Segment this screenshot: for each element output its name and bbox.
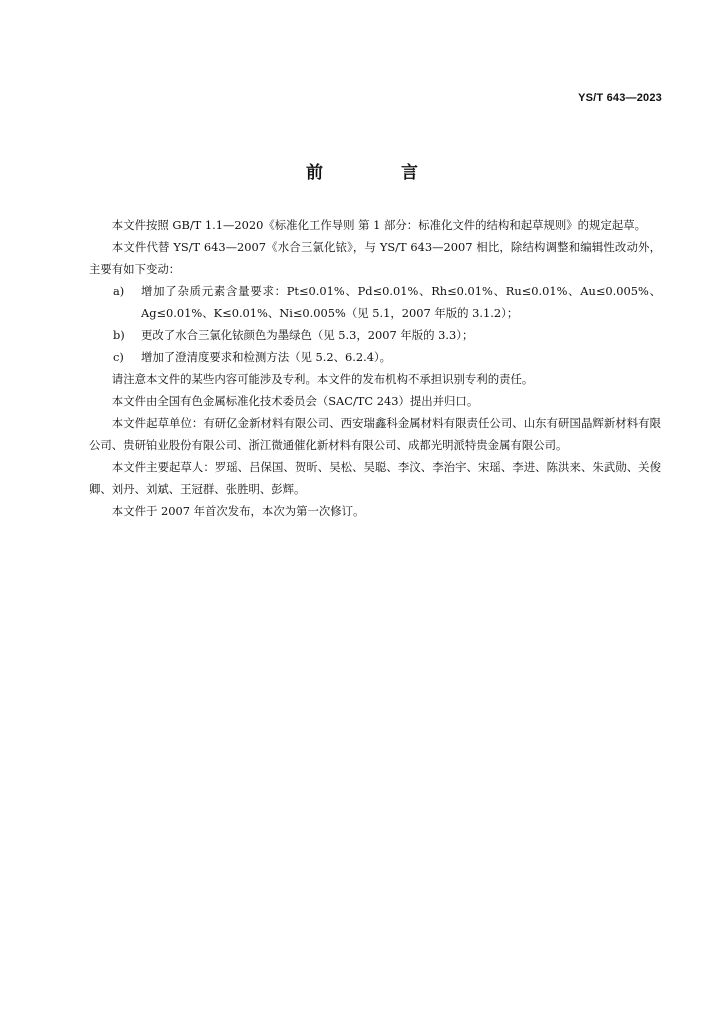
paragraph-patent-notice: 请注意本文件的某些内容可能涉及专利。本文件的发布机构不承担识别专利的责任。 <box>111 372 534 386</box>
document-code: YS/T 643—2023 <box>578 92 662 104</box>
paragraph-drafters: 本文件主要起草人：罗瑶、吕保国、贺昕、吴松、吴聪、李汶、李治宇、宋瑶、李进、陈洪来、朱武勋、关俊卿、刘丹、刘斌、王冠群、张胜明、彭辉。 <box>89 460 661 496</box>
paragraph-drafting-units: 本文件起草单位：有研亿金新材料有限公司、西安瑞鑫科金属材料有限责任公司、山东有研国晶辉新材料有限公司、贵研铂业股份有限公司、浙江微通催化新材料有限公司、成都光明派特贵金属有限公司。 <box>89 416 661 452</box>
list-item-text: 更改了水合三氯化铱颜色为墨绿色（见 5.3，2007 年版的 3.3）； <box>141 328 474 342</box>
list-item-text: 增加了澄清度要求和检测方法（见 5.2、6.2.4）。 <box>141 350 392 364</box>
paragraph-replaces: 本文件代替 YS/T 643—2007《水合三氯化铱》，与 YS/T 643—2007 相比，除结构调整和编辑性改动外，主要有如下变动： <box>89 240 661 276</box>
list-marker: c) <box>113 350 124 364</box>
page-title: 前 言 <box>306 163 454 183</box>
list-item-c <box>89 346 661 368</box>
paragraph-proposer: 本文件由全国有色金属标准化技术委员会（SAC/TC 243）提出并归口。 <box>111 394 479 408</box>
list-item-b <box>89 324 661 346</box>
list-item-a <box>89 280 661 324</box>
foreword-body <box>89 214 661 522</box>
list-item-text: 增加了杂质元素含量要求：Pt≤0.01%、Pd≤0.01%、Rh≤0.01%、Ru≤0.01%、Au≤0.005%、Ag≤0.01%、K≤0.01%、Ni≤0.005%（见 5.1，2007 年版的 3.1.2）； <box>141 284 661 320</box>
list-marker: a) <box>113 284 125 298</box>
paragraph-publication-history: 本文件于 2007 年首次发布，本次为第一次修订。 <box>111 504 365 518</box>
paragraph-drafting-rules: 本文件按照 GB/T 1.1—2020《标准化工作导则 第 1 部分：标准化文件的结构和起草规则》的规定起草。 <box>111 218 647 232</box>
list-marker: b) <box>113 328 125 342</box>
